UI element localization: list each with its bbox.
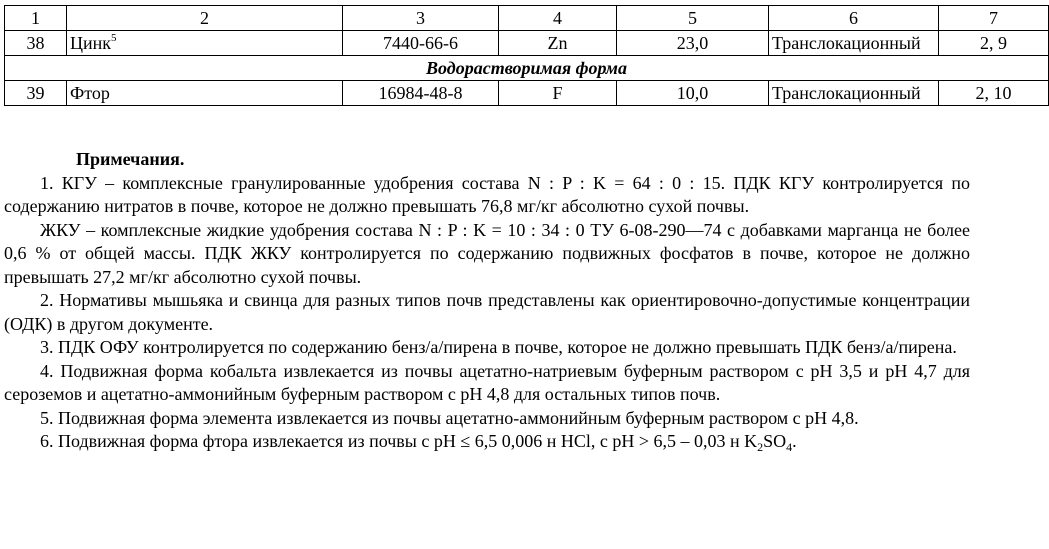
note-6-formula: SO [763, 431, 787, 451]
row-number: 39 [5, 81, 67, 106]
table-row [5, 31, 1049, 56]
chemical-symbol: F [499, 81, 617, 106]
note-6-subscript-1: 2 [757, 440, 764, 454]
section-subheading-row [5, 56, 1049, 81]
note-1-kgu: 1. КГУ – комплексные гранулированные удобрения состава N : P : K = 64 : 0 : 15. ПДК КГУ контролируется по содержанию нитратов в почве, которое не должно превышать 76,8 мг/кг абсолютно сухой почвы. [4, 172, 970, 216]
hazard-indicator: Транслокационный [769, 31, 939, 56]
notes-ref: 2, 9 [939, 31, 1049, 56]
column-number-1: 1 [5, 6, 67, 31]
limit-value: 23,0 [617, 31, 769, 56]
note-6 [4, 430, 970, 454]
limit-value: 10,0 [617, 81, 769, 106]
note-5: 5. Подвижная форма элемента извлекается из почвы ацетатно-аммонийным буферным раствором с pH 4,8. [40, 407, 859, 428]
note-6-text: 6. Подвижная форма фтора извлекается из почвы с pH ≤ 6,5 0,006 н HCl, с pH > 6,5 – 0,03 н K [40, 431, 758, 451]
note-1-zhku: ЖКУ – комплексные жидкие удобрения состава N : P : K = 10 : 34 : 0 ТУ 6-08-290—74 с добавками марганца не более 0,6 % от общей массы. ПДК ЖКУ контролируется по содержанию подвижных фосфатов в почве, которое не должно превышать 27,2 мг/кг абсолютно сухой почвы. [4, 219, 970, 287]
substance-name [67, 31, 343, 56]
note-6-end: . [792, 431, 797, 451]
hazard-indicator: Транслокационный [769, 81, 939, 106]
row-number: 38 [5, 31, 67, 56]
column-number-3: 3 [343, 6, 499, 31]
cas-number: 7440-66-6 [343, 31, 499, 56]
substance-name: Фтор [67, 81, 343, 106]
note-6-subscript-2: 4 [786, 440, 793, 454]
note-4: 4. Подвижная форма кобальта извлекается из почвы ацетатно-натриевым буферным раствором с pH 3,5 и pH 4,7 для сероземов и ацетатно-аммонийным буферным раствором с pH 4,8 для остальных типов почв. [4, 360, 970, 404]
notes-section [4, 148, 970, 454]
column-number-2: 2 [67, 6, 343, 31]
column-number-5: 5 [617, 6, 769, 31]
substance-name-text: Цинк [70, 33, 112, 53]
cas-number: 16984-48-8 [343, 81, 499, 106]
column-number-7: 7 [939, 6, 1049, 31]
note-2: 2. Нормативы мышьяка и свинца для разных типов почв представлены как ориентировочно-допустимые концентрации (ОДК) в другом документе. [4, 290, 970, 334]
column-number-4: 4 [499, 6, 617, 31]
section-subheading: Водорастворимая форма [5, 56, 1049, 81]
chemical-symbol: Zn [499, 31, 617, 56]
table-row [5, 81, 1049, 106]
note-3: 3. ПДК ОФУ контролируется по содержанию бенз/а/пирена в почве, которое не должно превышать ПДК бенз/а/пирена. [40, 337, 957, 357]
substances-table [4, 5, 1049, 106]
notes-ref: 2, 10 [939, 81, 1049, 106]
table-header-row [5, 6, 1049, 31]
column-number-6: 6 [769, 6, 939, 31]
notes-title: Примечания. [76, 149, 185, 169]
footnote-ref: 5 [111, 32, 117, 44]
